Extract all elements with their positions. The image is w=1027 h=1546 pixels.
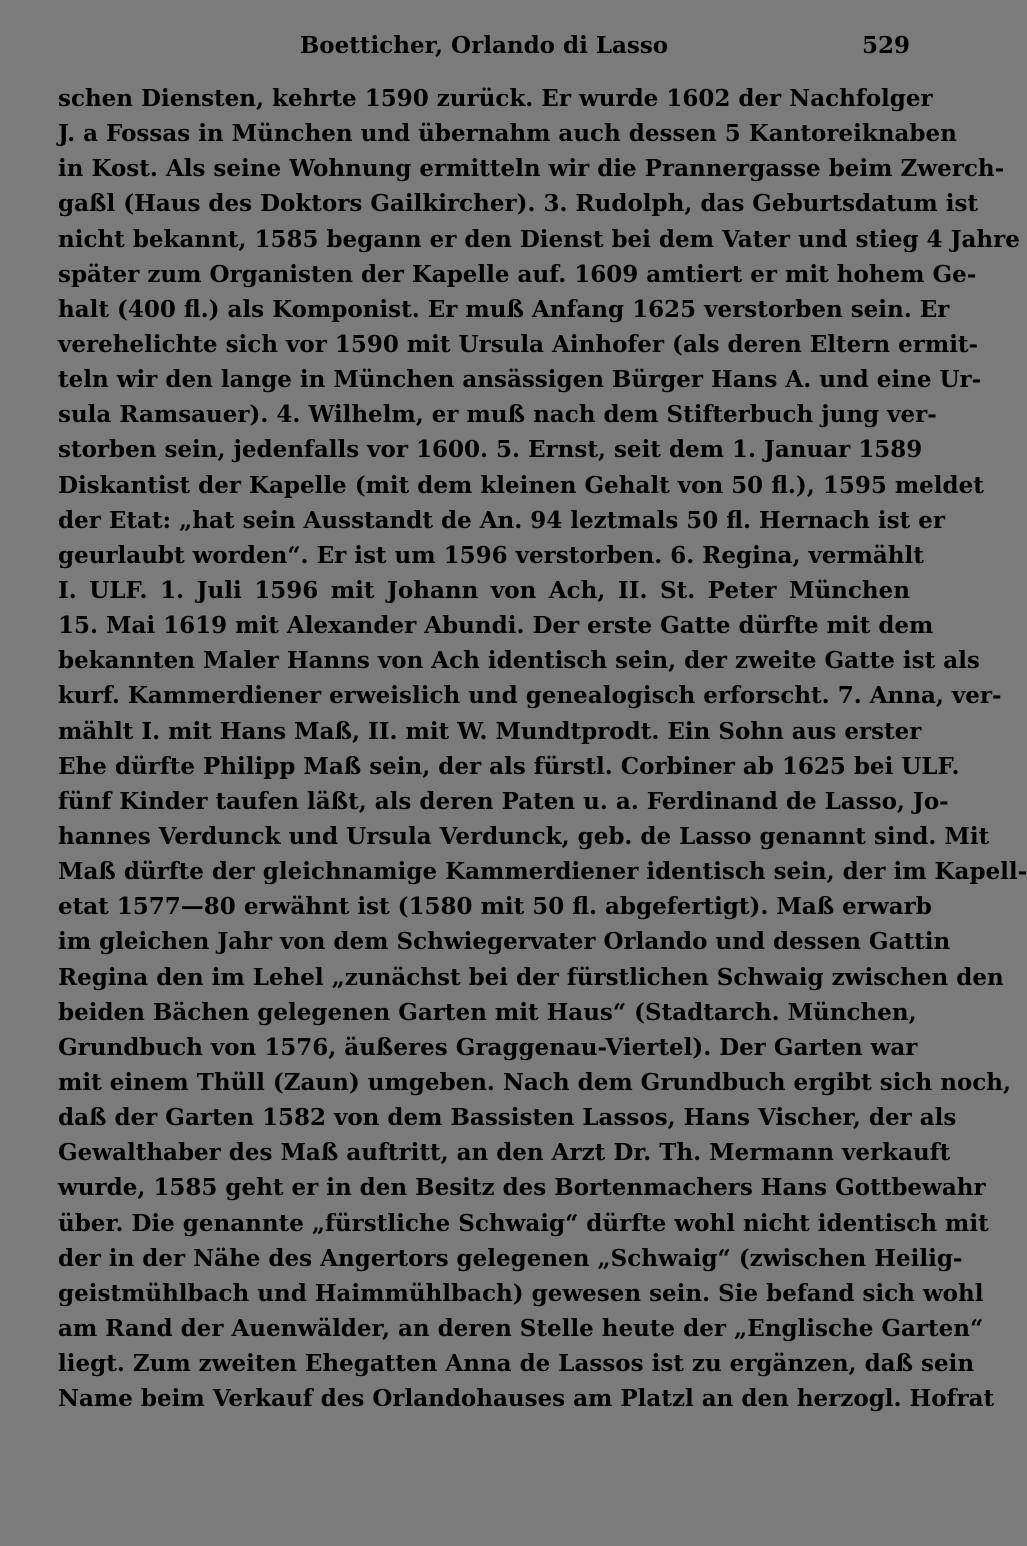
text-line-24: etat 1577—80 erwähnt ist (1580 mit 50 fl. abgefertigt). Maß erwarb [58, 893, 932, 921]
text-line-13: der Etat: „hat sein Ausstandt de An. 94 leztmals 50 fl. Hernach ist er [58, 506, 945, 534]
text-line-25: im gleichen Jahr von dem Schwiegervater Orlando und dessen Gattin [58, 928, 951, 956]
body-text [58, 81, 1027, 1416]
text-line-10: sula Ramsauer). 4. Wilhelm, er muß nach dem Stifterbuch jung ver- [58, 401, 937, 429]
text-line-30: daß der Garten 1582 von dem Bassisten Lassos, Hans Vischer, der als [58, 1104, 957, 1132]
text-line-22: hannes Verdunck und Ursula Verdunck, geb. de Lasso genannt sind. Mit [58, 822, 990, 850]
text-line-12: Diskantist der Kapelle (mit dem kleinen Gehalt von 50 fl.), 1595 meldet [58, 471, 984, 499]
text-line-4: gaßl (Haus des Doktors Gailkircher). 3. Rudolph, das Geburtsdatum ist [58, 190, 979, 218]
running-head [58, 24, 910, 68]
text-line-14: geurlaubt worden“. Er ist um 1596 verstorben. 6. Regina, vermählt [58, 541, 924, 569]
text-line-19: mählt I. mit Hans Maß, II. mit W. Mundtprodt. Ein Sohn aus erster [58, 717, 922, 745]
text-line-3: in Kost. Als seine Wohnung ermitteln wir die Prannergasse beim Zwerch- [58, 155, 1005, 183]
text-line-8: verehelichte sich vor 1590 mit Ursula Ainhofer (als deren Eltern ermit- [58, 330, 979, 358]
text-line-11: storben sein, jedenfalls vor 1600. 5. Ernst, seit dem 1. Januar 1589 [58, 436, 923, 464]
text-line-7: halt (400 fl.) als Komponist. Er muß Anfang 1625 verstorben sein. Er [58, 295, 950, 323]
text-line-28: Grundbuch von 1576, äußeres Graggenau-Viertel). Der Garten war [58, 1033, 918, 1061]
text-line-18: kurf. Kammerdiener erweislich und genealogisch erforscht. 7. Anna, ver- [58, 682, 1002, 710]
book-page [58, 24, 1027, 1416]
text-line-34: der in der Nähe des Angertors gelegenen „Schwaig“ (zwischen Heilig- [58, 1244, 963, 1272]
text-line-5: nicht bekannt, 1585 begann er den Dienst bei dem Vater und stieg 4 Jahre [58, 225, 1020, 253]
text-line-38: Name beim Verkauf des Orlandohauses am Platzl an den herzogl. Hofrat [58, 1385, 995, 1413]
running-title: Boetticher, Orlando di Lasso [299, 32, 669, 59]
text-line-16: 15. Mai 1619 mit Alexander Abundi. Der erste Gatte dürfte mit dem [58, 612, 934, 640]
text-line-20: Ehe dürfte Philipp Maß sein, der als fürstl. Corbiner ab 1625 bei ULF. [58, 752, 960, 780]
text-line-2: J. a Fossas in München und übernahm auch dessen 5 Kantoreiknaben [58, 120, 957, 148]
text-line-27: beiden Bächen gelegenen Garten mit Haus“ (Stadtarch. München, [58, 998, 917, 1026]
text-line-35: geistmühlbach und Haimmühlbach) gewesen sein. Sie befand sich wohl [58, 1279, 984, 1307]
text-line-15: I. ULF. 1. Juli 1596 mit Johann von Ach, II. St. Peter München [58, 576, 910, 604]
text-line-9: teln wir den lange in München ansässigen Bürger Hans A. und eine Ur- [58, 366, 982, 394]
text-line-17: bekannten Maler Hanns von Ach identisch sein, der zweite Gatte ist als [58, 647, 980, 675]
text-line-32: wurde, 1585 geht er in den Besitz des Bortenmachers Hans Gottbewahr [58, 1174, 986, 1202]
text-line-29: mit einem Thüll (Zaun) umgeben. Nach dem Grundbuch ergibt sich noch, [58, 1068, 1011, 1096]
text-line-1: schen Diensten, kehrte 1590 zurück. Er wurde 1602 der Nachfolger [58, 85, 933, 112]
text-line-26: Regina den im Lehel „zunächst bei der fürstlichen Schwaig zwischen den [58, 963, 1004, 991]
text-line-37: liegt. Zum zweiten Ehegatten Anna de Lassos ist zu ergänzen, daß sein [58, 1350, 975, 1378]
text-line-36: am Rand der Auenwälder, an deren Stelle heute der „Englische Garten“ [58, 1314, 984, 1342]
text-line-33: über. Die genannte „fürstliche Schwaig“ dürfte wohl nicht identisch mit [58, 1209, 989, 1237]
text-line-23: Maß dürfte der gleichnamige Kammerdiener identisch sein, der im Kapell- [58, 858, 1027, 886]
text-line-6: später zum Organisten der Kapelle auf. 1609 amtiert er mit hohem Ge- [58, 260, 977, 288]
page-number: 529 [861, 32, 910, 59]
text-line-31: Gewalthaber des Maß auftritt, an den Arzt Dr. Th. Mermann verkauft [58, 1139, 951, 1167]
text-line-21: fünf Kinder taufen läßt, als deren Paten u. a. Ferdinand de Lasso, Jo- [58, 787, 949, 815]
